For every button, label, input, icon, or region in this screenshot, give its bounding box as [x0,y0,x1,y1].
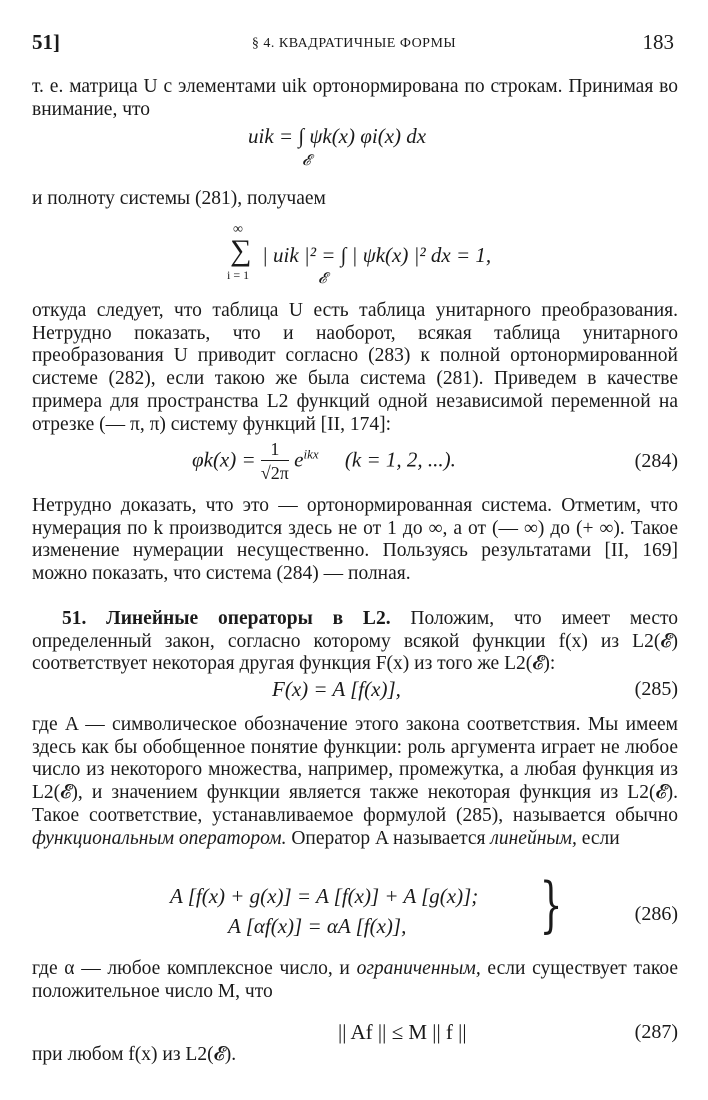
eq284-condition: (k = 1, 2, ...). [344,447,456,472]
section-intro: Положим, что имеет место определенный закон, согласно которому всякой функции f(x) из L2(𝓔) соответствует некоторая другая функция F(x) из того же L2(𝓔): [32,608,679,675]
page-number: 183 [642,30,674,54]
term-bounded: ограниченным, [356,958,481,979]
section-ref: 51] [32,30,60,54]
eq284-exp-power: ikx [303,446,319,462]
equation-number-286: (286) [634,903,678,925]
paragraph-5 [32,714,678,850]
equation-286-line2: A [αf(x)] = αA [f(x)], [228,914,407,938]
sum-lower-limit: i = 1 [227,268,250,282]
paragraph-4: Нетрудно доказать, что это — ортонормированная система. Отметим, что нумерация по k производится здесь не от 1 до ∞, а от (— ∞) до (+ ∞). Такое изменение нумерации несущественно. Пользуясь результатами [II, 169] можно показать, что система (284) — полная. [32,495,678,585]
equation-284 [192,438,456,485]
section-51 [32,608,678,676]
eq284-numerator: 1 [261,438,289,461]
uik-lhs: uik [248,124,274,148]
eq284-exp-base: e [294,447,304,472]
paragraph-6 [32,958,678,1003]
paragraph-7: при любом f(x) из L2(𝓔). [32,1044,237,1065]
paragraph-3: откуда следует, что таблица U есть таблица унитарного преобразования. Нетрудно показать, что и наоборот, всякая таблица унитарного преобразования U приводит согласно (283) к полной ортонормированной системе (282), если такою же была система (281). Приведем в качестве примера для пространства L2 функций одной независимой переменной на отрезке (— π, π) систему функций [II, 174]: [32,300,678,435]
running-head: § 4. КВАДРАТИЧНЫЕ ФОРМЫ [251,36,457,51]
uik-rhs: = ∫ ψk(x) φi(x) dx [278,124,427,148]
term-functional-operator: функциональным оператором. [32,827,287,849]
para5-tail: Оператор A называется [291,827,486,849]
eq284-denominator: √2π [260,463,289,483]
equation-286-line1: A [f(x) + g(x)] = A [f(x)] + A [g(x)]; [170,884,479,908]
para5-end: если [581,827,620,849]
term-linear: линейным, [490,827,577,849]
equation-285: F(x) = A [f(x)], [272,677,401,701]
equation-number-285: (285) [634,678,678,700]
paragraph-1: т. е. матрица U с элементами uik ортонормирована по строкам. Принимая во внимание, что [32,76,678,120]
paragraph-2: и полноту системы (281), получаем [32,188,326,209]
eq284-fraction [261,438,289,485]
sum-sign: ∑ [230,234,252,267]
equation-number-284: (284) [634,450,678,472]
para6-start: где α — любое комплексное число, и [32,958,350,979]
section-heading: 51. Линейные операторы в L2. [62,608,391,629]
para6-end: если существует такое положительное число M, что [32,958,679,1002]
equation-uik [248,124,426,149]
sum-upper-limit: ∞ [233,222,243,237]
sum-integral-domain: 𝓔 [318,271,327,287]
eq284-lhs: φk(x) = [192,447,256,472]
uik-integral-domain: 𝓔 [302,153,311,169]
equation-sum: | uik |² = ∫ | ψk(x) |² dx = 1, [262,243,492,267]
right-brace: } [539,870,563,940]
equation-number-287: (287) [634,1021,678,1043]
equation-287: || Af || ≤ M || f || [338,1020,467,1044]
para5-text: где A — символическое обозначение этого закона соответствия. Мы имеем здесь как бы обобщенное понятие функции: роль аргумента играет не любое число из некоторого множества, например, промежутка, а любая функция из L2(𝓔), и значением функции является также некоторая функция из L2(𝓔). Такое соответствие, устанавливаемое формулой (285), называется обычно [32,714,678,826]
